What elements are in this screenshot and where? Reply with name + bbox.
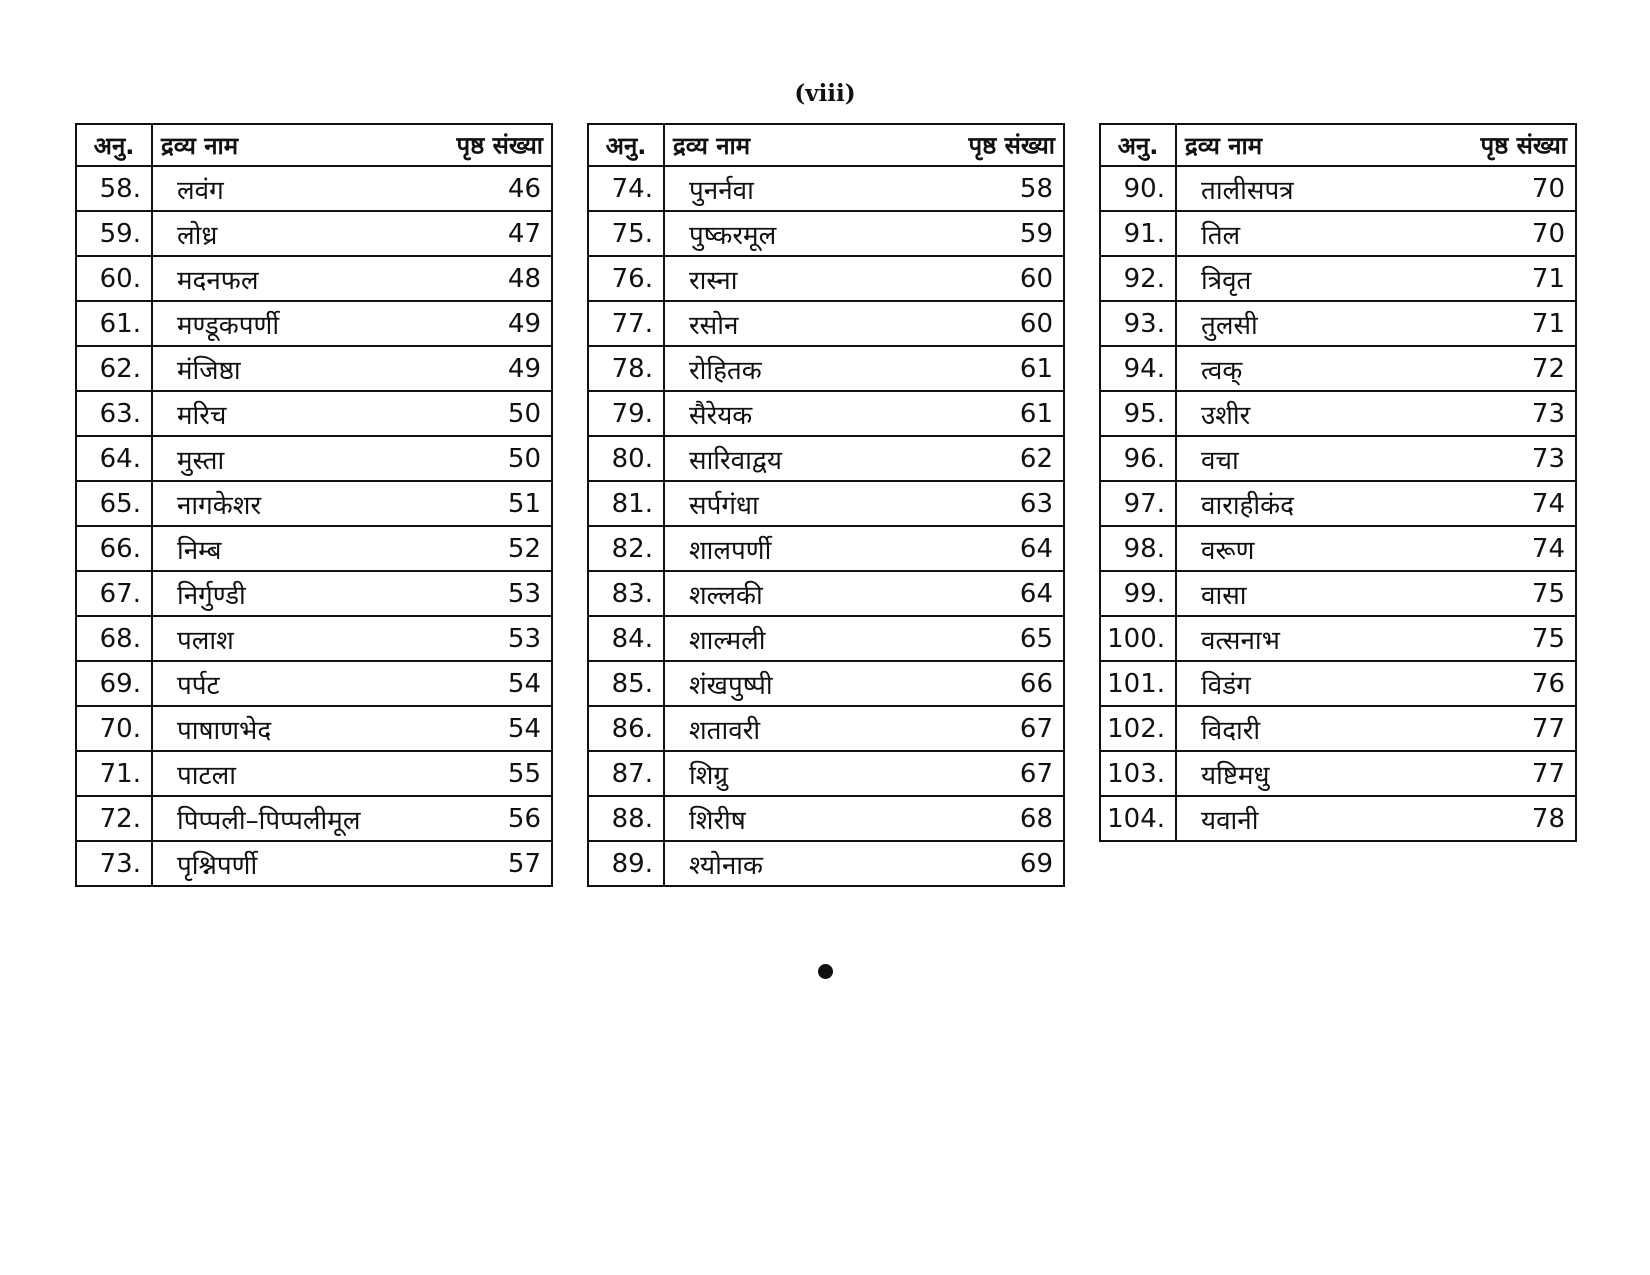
row-page: 57 [507,848,541,879]
row-name-page [664,706,1064,751]
row-serial: 58. [76,166,152,211]
row-serial: 73. [76,841,152,886]
header-name: द्रव्य नाम [161,131,239,160]
row-name-page [664,841,1064,886]
row-serial: 98. [1100,526,1176,571]
row-page: 77 [1531,713,1565,744]
header-name-page [152,124,552,166]
end-bullet [818,964,833,979]
row-name-page [152,166,552,211]
table-row [588,661,1064,706]
row-name: पृश्निपर्णी [177,850,258,881]
row-serial: 100. [1100,616,1176,661]
table-row [76,841,552,886]
row-name-page [1176,616,1576,661]
row-page: 54 [507,668,541,699]
row-page: 49 [507,353,541,384]
row-page: 76 [1531,668,1565,699]
row-name: तुलसी [1201,310,1258,341]
header-serial: अनु. [588,124,664,166]
row-name-page [152,346,552,391]
row-name: मण्डूकपर्णी [177,310,280,341]
header-page: पृष्ठ संख्या [968,131,1055,160]
row-name: श्योनाक [689,850,763,881]
row-name: लवंग [177,175,224,206]
row-page: 60 [1019,308,1053,339]
row-page: 67 [1019,713,1053,744]
header-serial: अनु. [76,124,152,166]
row-serial: 80. [588,436,664,481]
row-name: रसोन [689,310,739,341]
row-serial: 65. [76,481,152,526]
row-name-page [152,301,552,346]
header-name: द्रव्य नाम [673,131,751,160]
row-page: 59 [1019,218,1053,249]
row-page: 61 [1019,353,1053,384]
row-name-page [1176,481,1576,526]
row-name-page [152,661,552,706]
row-page: 65 [1019,623,1053,654]
row-serial: 59. [76,211,152,256]
table-row [588,796,1064,841]
row-page: 49 [507,308,541,339]
row-serial: 77. [588,301,664,346]
table-row [76,301,552,346]
row-name: वत्सनाभ [1201,625,1280,656]
row-serial: 90. [1100,166,1176,211]
row-serial: 66. [76,526,152,571]
row-page: 71 [1531,308,1565,339]
table-row [1100,661,1576,706]
header-page: पृष्ठ संख्या [1480,131,1567,160]
table-row [1100,301,1576,346]
row-name-page [152,481,552,526]
row-serial: 63. [76,391,152,436]
row-name-page [664,166,1064,211]
row-name: शालपर्णी [689,535,772,566]
table-row [76,436,552,481]
table-row [588,526,1064,571]
table-row [1100,166,1576,211]
table-row [1100,751,1576,796]
row-name: रास्ना [689,265,738,296]
header-name: द्रव्य नाम [1185,131,1263,160]
row-name: मदनफल [177,265,259,296]
row-name: मरिच [177,400,227,431]
row-serial: 99. [1100,571,1176,616]
table-row [76,346,552,391]
row-name-page [152,391,552,436]
row-serial: 89. [588,841,664,886]
row-serial: 60. [76,256,152,301]
row-name: नागकेशर [177,490,262,521]
row-page: 56 [507,803,541,834]
table-body [76,166,552,886]
table-row [1100,616,1576,661]
row-name-page [664,391,1064,436]
row-name-page [152,571,552,616]
row-page: 52 [507,533,541,564]
page-number: (viii) [794,80,856,107]
row-name: विदारी [1201,715,1261,746]
row-serial: 82. [588,526,664,571]
row-serial: 103. [1100,751,1176,796]
row-page: 54 [507,713,541,744]
header-serial: अनु. [1100,124,1176,166]
row-name: विडंग [1201,670,1251,701]
row-serial: 97. [1100,481,1176,526]
table-row [588,706,1064,751]
row-serial: 86. [588,706,664,751]
row-page: 60 [1019,263,1053,294]
table-body [1100,166,1576,841]
row-name: सर्पगंधा [689,490,759,521]
table-row [1100,706,1576,751]
row-name: तालीसपत्र [1201,175,1294,206]
row-name: वाराहीकंद [1201,490,1294,521]
row-name-page [664,751,1064,796]
row-name: पिप्पली–पिप्पलीमूल [177,805,361,836]
row-name: पुष्करमूल [689,220,777,251]
table-row [76,211,552,256]
table-row [588,166,1064,211]
row-serial: 102. [1100,706,1176,751]
table-header-row [588,124,1064,166]
row-name: वरूण [1201,535,1255,566]
row-serial: 69. [76,661,152,706]
row-page: 71 [1531,263,1565,294]
row-name: लोध्र [177,220,218,251]
row-name-page [152,841,552,886]
row-name-page [1176,301,1576,346]
row-page: 46 [507,173,541,204]
row-name: सैरेयक [689,400,753,431]
row-serial: 91. [1100,211,1176,256]
table-row [588,256,1064,301]
row-name-page [664,436,1064,481]
row-name-page [152,436,552,481]
row-name: वचा [1201,445,1239,476]
row-serial: 79. [588,391,664,436]
row-name-page [152,256,552,301]
row-name-page [664,661,1064,706]
row-page: 62 [1019,443,1053,474]
row-serial: 75. [588,211,664,256]
row-serial: 95. [1100,391,1176,436]
row-page: 64 [1019,533,1053,564]
table-row [1100,526,1576,571]
row-name-page [1176,796,1576,841]
row-serial: 88. [588,796,664,841]
row-name: निर्गुण्डी [177,580,246,611]
row-name: शाल्मली [689,625,766,656]
row-name: त्रिवृत [1201,265,1252,296]
row-name: रोहितक [689,355,762,386]
row-name-page [152,526,552,571]
table-row [1100,346,1576,391]
row-name: यष्टिमधु [1201,760,1270,791]
row-page: 61 [1019,398,1053,429]
table-row [76,391,552,436]
row-name-page [152,616,552,661]
row-name: सारिवाद्वय [689,445,782,476]
table-row [1100,796,1576,841]
row-serial: 71. [76,751,152,796]
row-page: 70 [1531,218,1565,249]
table-row [76,706,552,751]
row-page: 64 [1019,578,1053,609]
row-page: 73 [1531,398,1565,429]
table-row [588,436,1064,481]
row-name: पाषाणभेद [177,715,272,746]
row-serial: 78. [588,346,664,391]
table-header-row [76,124,552,166]
row-page: 58 [1019,173,1053,204]
row-name-page [664,571,1064,616]
row-name-page [1176,211,1576,256]
row-name-page [1176,526,1576,571]
row-serial: 83. [588,571,664,616]
row-page: 74 [1531,533,1565,564]
row-name-page [664,301,1064,346]
row-page: 77 [1531,758,1565,789]
row-serial: 61. [76,301,152,346]
table-row [588,391,1064,436]
table-row [76,526,552,571]
row-serial: 104. [1100,796,1176,841]
row-page: 66 [1019,668,1053,699]
row-name: उशीर [1201,400,1251,431]
row-serial: 87. [588,751,664,796]
row-name-page [152,751,552,796]
table-row [588,346,1064,391]
row-page: 50 [507,443,541,474]
index-table-3 [1099,123,1577,842]
row-serial: 70. [76,706,152,751]
row-page: 50 [507,398,541,429]
row-name-page [664,211,1064,256]
row-name: शल्लकी [689,580,763,611]
index-table-2 [587,123,1065,887]
table-row [1100,391,1576,436]
row-page: 47 [507,218,541,249]
row-name: शंखपुष्पी [689,670,773,701]
table-row [76,751,552,796]
row-name-page [1176,256,1576,301]
table-row [588,571,1064,616]
row-serial: 96. [1100,436,1176,481]
row-name-page [152,211,552,256]
row-name: तिल [1201,220,1241,251]
row-page: 75 [1531,578,1565,609]
table-row [76,796,552,841]
table-row [1100,436,1576,481]
table-row [588,616,1064,661]
row-name: मंजिष्ठा [177,355,241,386]
table-row [588,481,1064,526]
row-name: पुनर्नवा [689,175,754,206]
row-name: पलाश [177,625,234,656]
row-page: 48 [507,263,541,294]
row-name: पर्पट [177,670,220,701]
table-row [76,616,552,661]
row-page: 63 [1019,488,1053,519]
row-serial: 72. [76,796,152,841]
row-name-page [664,346,1064,391]
row-serial: 85. [588,661,664,706]
row-name-page [1176,166,1576,211]
row-name-page [664,256,1064,301]
row-page: 74 [1531,488,1565,519]
row-serial: 84. [588,616,664,661]
table-row [588,841,1064,886]
row-name-page [152,796,552,841]
row-name: निम्ब [177,535,222,566]
row-page: 51 [507,488,541,519]
table-row [76,661,552,706]
table-row [76,166,552,211]
index-table-1 [75,123,553,887]
table-row [76,571,552,616]
row-page: 78 [1531,803,1565,834]
row-name-page [1176,391,1576,436]
row-serial: 76. [588,256,664,301]
row-name: त्वक् [1201,355,1243,386]
row-serial: 68. [76,616,152,661]
row-name-page [1176,571,1576,616]
table-row [1100,571,1576,616]
row-name-page [1176,436,1576,481]
row-name: शतावरी [689,715,761,746]
row-name-page [664,526,1064,571]
row-name-page [1176,661,1576,706]
row-name-page [664,616,1064,661]
row-name-page [664,481,1064,526]
table-row [588,211,1064,256]
row-name: मुस्ता [177,445,225,476]
table-row [588,751,1064,796]
row-name-page [1176,346,1576,391]
header-name-page [1176,124,1576,166]
row-page: 72 [1531,353,1565,384]
row-name: पाटला [177,760,236,791]
row-name-page [664,796,1064,841]
row-page: 67 [1019,758,1053,789]
row-page: 68 [1019,803,1053,834]
row-page: 73 [1531,443,1565,474]
row-page: 69 [1019,848,1053,879]
table-row [1100,211,1576,256]
row-serial: 74. [588,166,664,211]
row-serial: 67. [76,571,152,616]
header-name-page [664,124,1064,166]
row-name: शिग्रु [689,760,729,791]
row-name: वासा [1201,580,1247,611]
row-serial: 64. [76,436,152,481]
row-serial: 92. [1100,256,1176,301]
row-name-page [152,706,552,751]
row-name: यवानी [1201,805,1259,836]
table-header-row [1100,124,1576,166]
row-serial: 62. [76,346,152,391]
table-row [1100,481,1576,526]
row-page: 70 [1531,173,1565,204]
row-serial: 101. [1100,661,1176,706]
row-serial: 94. [1100,346,1176,391]
row-serial: 81. [588,481,664,526]
row-name: शिरीष [689,805,746,836]
row-page: 55 [507,758,541,789]
table-row [76,481,552,526]
header-page: पृष्ठ संख्या [456,131,543,160]
row-name-page [1176,706,1576,751]
table-body [588,166,1064,886]
row-serial: 93. [1100,301,1176,346]
row-page: 53 [507,578,541,609]
table-row [76,256,552,301]
row-page: 53 [507,623,541,654]
table-row [588,301,1064,346]
table-row [1100,256,1576,301]
row-name-page [1176,751,1576,796]
row-page: 75 [1531,623,1565,654]
